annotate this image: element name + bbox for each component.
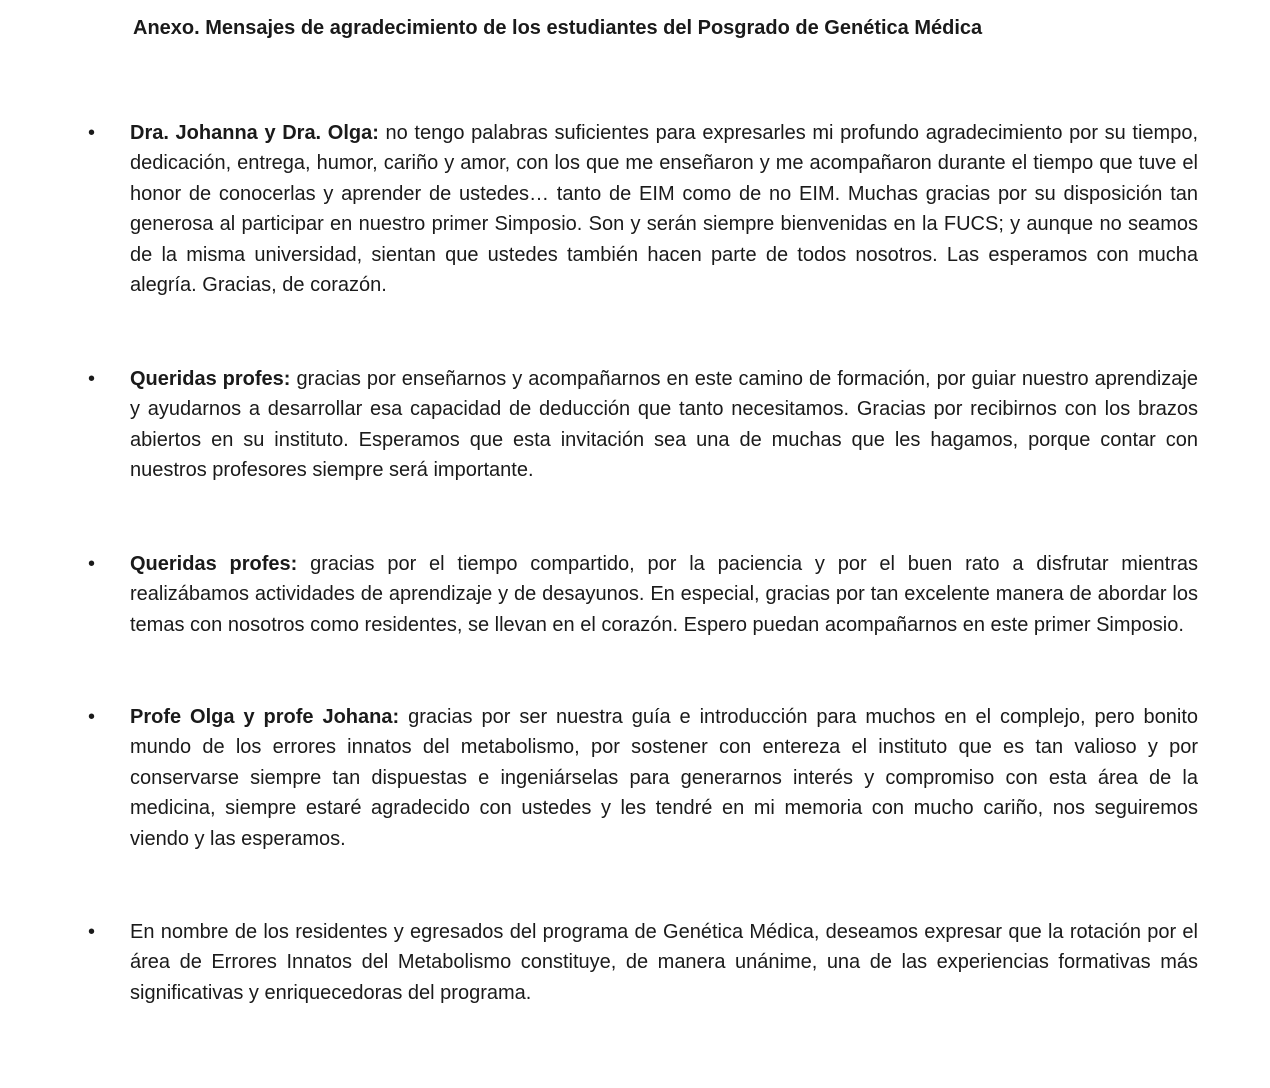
message-item (88, 364, 1198, 486)
message-item (88, 917, 1198, 1008)
message-text: En nombre de los residentes y egresados del programa de Genética Médica, deseamos expresar que la rotación por el área de Errores Innatos del Metabolismo constituye, de manera unánime, una de las experiencias formativas más significativas y enriquecedoras del programa. (130, 921, 1198, 1004)
message-item (88, 549, 1198, 640)
message-lead: Dra. Johanna y Dra. Olga: (130, 122, 379, 144)
message-text: gracias por enseñarnos y acompañarnos en este camino de formación, por guiar nuestro aprendizaje y ayudarnos a desarrollar esa capacidad de deducción que tanto necesitamos. Gracias por recibirnos con los brazos abiertos en su instituto. Esperamos que esta invitación sea una de muchas que les hagamos, porque contar con nuestros profesores siempre será importante. (130, 368, 1198, 482)
bullet-icon: • (88, 706, 96, 728)
message-lead: Profe Olga y profe Johana: (130, 706, 400, 728)
bullet-icon: • (88, 368, 96, 390)
bullet-icon: • (88, 122, 96, 144)
message-text: gracias por el tiempo compartido, por la paciencia y por el buen rato a disfrutar mientras realizábamos actividades de aprendizaje y de desayunos. En especial, gracias por tan excelente manera de abordar los temas con nosotros como residentes, se llevan en el corazón. Espero puedan acompañarnos en este primer Simposio. (130, 553, 1198, 636)
message-lead: Queridas profes: (130, 553, 298, 575)
message-item (88, 118, 1198, 300)
bullet-icon: • (88, 921, 96, 943)
message-text: gracias por ser nuestra guía e introducción para muchos en el complejo, pero bonito mundo de los errores innatos del metabolismo, por sostener con entereza el instituto que es tan valioso y por conservarse siempre tan dispuestas e ingeniárselas para generarnos interés y compromiso con esta área de la medicina, siempre estaré agradecido con ustedes y les tendré en mi memoria con mucho cariño, nos seguiremos viendo y las esperamos. (130, 706, 1199, 850)
message-body (130, 702, 1198, 854)
message-body (130, 118, 1198, 300)
message-lead: Queridas profes: (130, 368, 291, 390)
message-text: no tengo palabras suficientes para expresarles mi profundo agradecimiento por su tiempo, dedicación, entrega, humor, cariño y amor, con los que me enseñaron y me acompañaron durante el tiempo que tuve el honor de conocerlas y aprender de ustedes… tanto de EIM como de no EIM. Muchas gracias por su disposición tan generosa al participar en nuestro primer Simposio. Son y serán siempre bienvenidas en la FUCS; y aunque no seamos de la misma universidad, sientan que ustedes también hacen parte de todos nosotros. Las esperamos con mucha alegría. Gracias, de corazón. (130, 122, 1199, 297)
message-item (88, 702, 1198, 854)
bullet-icon: • (88, 553, 96, 575)
message-body (130, 549, 1198, 640)
message-body (130, 364, 1198, 486)
message-body (130, 917, 1198, 1008)
document-title: Anexo. Mensajes de agradecimiento de los estudiantes del Posgrado de Genética Médica (133, 17, 983, 39)
